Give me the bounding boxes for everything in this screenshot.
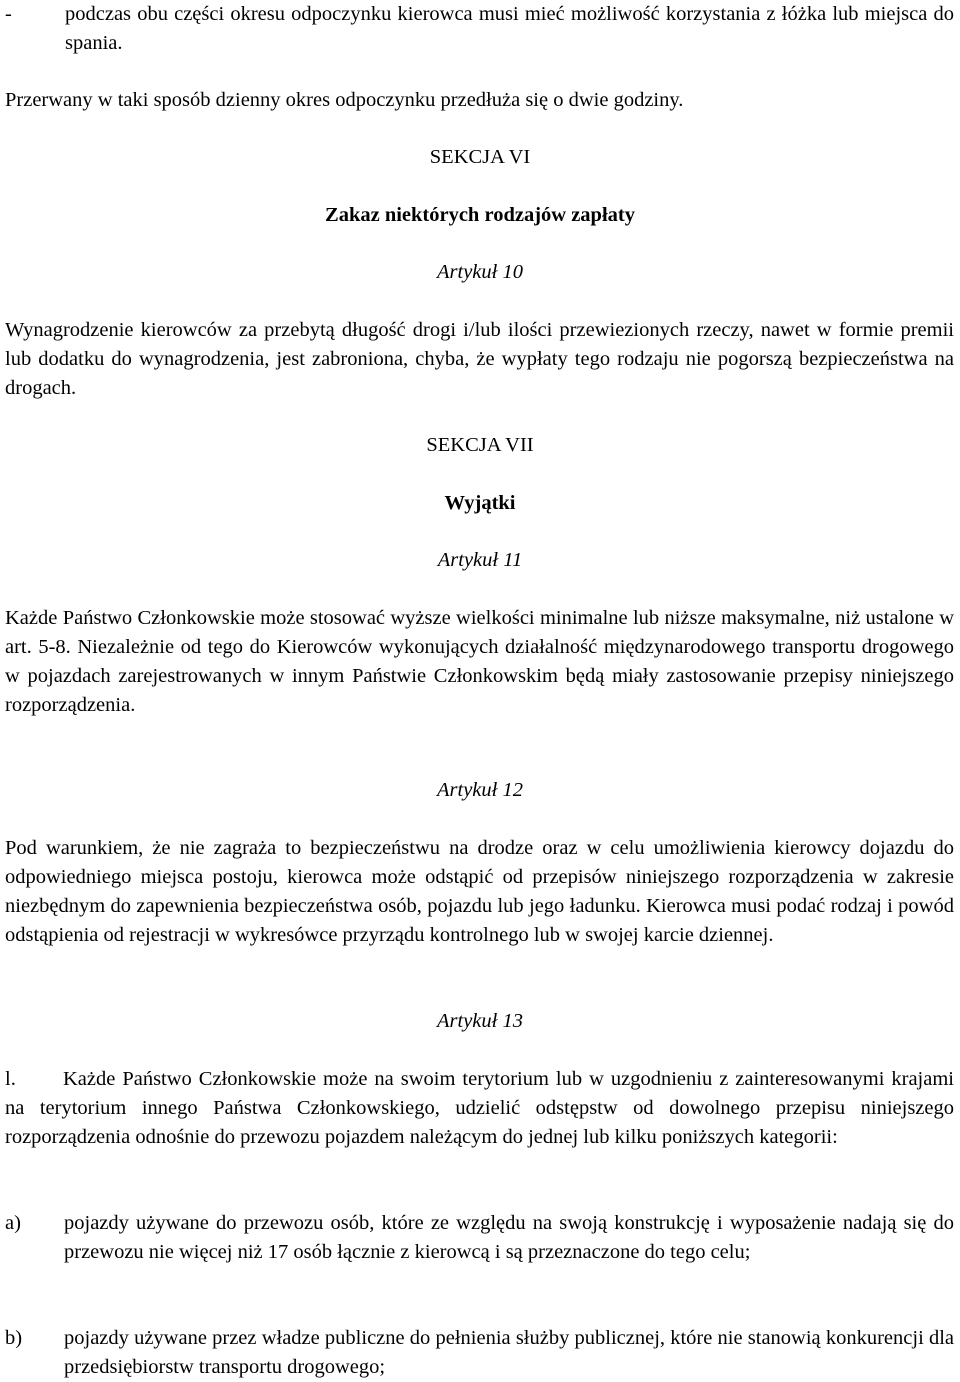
list-marker: a) xyxy=(5,1212,21,1234)
article-11-text: Każde Państwo Członkowskie może stosować wyższe wielkości minimalne lub niższe maksymalne, niż ustalone w art. 5-8. Niezależnie od tego do Kierowców wykonujących działalność międzynarodowego transportu drogowego w pojazdach zarejestrowanych w innym Państwie Członkowskim będą miały zastosowanie przepisy niniejszego rozporządzenia. xyxy=(5,607,954,716)
article-12-heading: Artykuł 12 xyxy=(437,779,523,801)
list-marker: b) xyxy=(5,1327,23,1349)
dash-item-text: podczas obu części okresu odpoczynku kierowca musi mieć możliwość korzystania z łóżka lub miejsca do spania. xyxy=(65,3,954,54)
article-10-heading: Artykuł 10 xyxy=(437,261,523,283)
dash-list-item xyxy=(5,0,954,58)
section-7-title: SEKCJA VII xyxy=(426,434,534,456)
section-6-subtitle: Zakaz niektórych rodzajów zapłaty xyxy=(325,204,635,226)
list-item-text: pojazdy używane do przewozu osób, które ze względu na swoją konstrukcję i wyposażenie nadają się do przewozu nie więcej niż 17 osób łącznie z kierowcą i są przeznaczone do tego celu; xyxy=(64,1212,954,1263)
section-6-title: SEKCJA VI xyxy=(429,146,531,168)
article-10-text: Wynagrodzenie kierowców za przebytą długość drogi i/lub ilości przewiezionych rzeczy, nawet w formie premii lub dodatku do wynagrodzenia, jest zabroniona, chyba, że wypłaty tego rodzaju nie pogorszą bezpieczeństwa na drogach. xyxy=(5,319,954,399)
list-item xyxy=(5,1324,954,1382)
interrupt-note-paragraph: Przerwany w taki sposób dzienny okres odpoczynku przedłuża się o dwie godziny. xyxy=(5,89,684,111)
list-item xyxy=(5,1209,954,1267)
paragraph-number: l. xyxy=(5,1068,16,1090)
list-item-text: pojazdy używane przez władze publiczne do pełnienia służby publicznej, które nie stanowią konkurencji dla przedsiębiorstw transportu drogowego; xyxy=(64,1327,954,1378)
article-13-paragraph-1-text: Każde Państwo Członkowskie może na swoim terytorium lub w uzgodnieniu z zainteresowanymi krajami na terytorium innego Państwa Członkowskiego, udzielić odstępstw od dowolnego przepisu niniejszego rozporządzenia odnośnie do przewozu pojazdem należącym do jednej lub kilku poniższych kategorii: xyxy=(5,1068,954,1148)
article-11-heading: Artykuł 11 xyxy=(437,549,523,571)
article-13-heading: Artykuł 13 xyxy=(437,1010,523,1032)
article-13-paragraph-1 xyxy=(5,1065,954,1152)
section-7-subtitle: Wyjątki xyxy=(444,492,516,514)
dash-marker: - xyxy=(5,3,12,25)
article-12-text: Pod warunkiem, że nie zagraża to bezpieczeństwu na drodze oraz w celu umożliwienia kierowcy dojazdu do odpowiedniego miejsca postoju, kierowca może odstąpić od przepisów niniejszego rozporządzenia w zakresie niezbędnym do zapewnienia bezpieczeństwa osób, pojazdu lub jego ładunku. Kierowca musi podać rodzaj i powód odstąpienia od rejestracji w wykresówce przyrządu kontrolnego lub w swojej karcie dziennej. xyxy=(5,837,954,946)
